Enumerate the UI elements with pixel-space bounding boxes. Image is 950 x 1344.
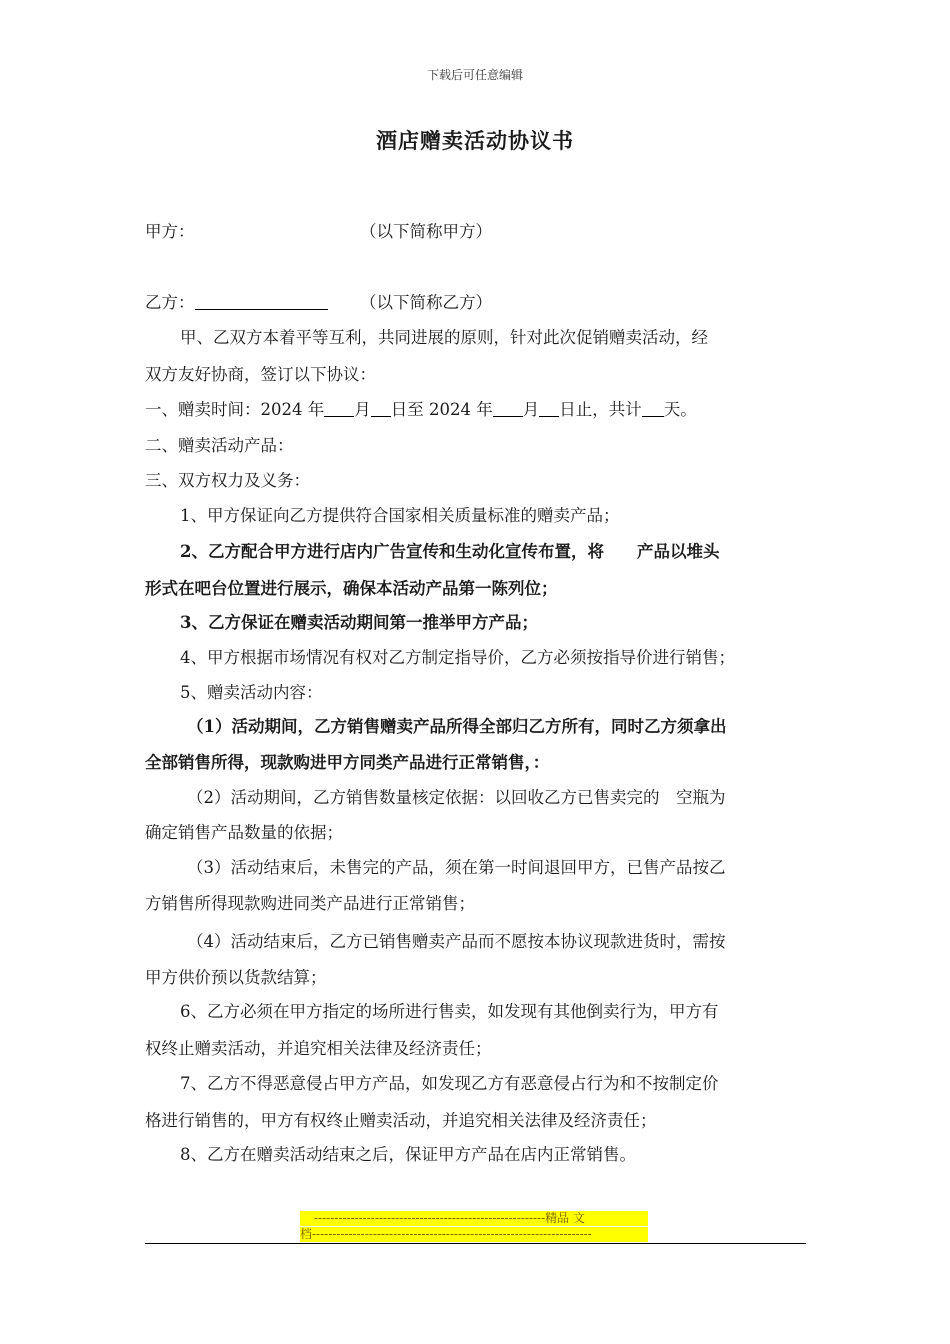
item-3: 3、乙方保证在赠卖活动期间第一推举甲方产品； — [180, 613, 538, 632]
sub-item-2-line-2: 确定销售产品数量的依据； — [145, 823, 343, 842]
party-a-label: 甲方： — [145, 222, 195, 241]
sub-item-1-line-2: 全部销售所得，现款购进甲方同类产品进行正常销售，： — [145, 753, 550, 772]
party-b-line — [145, 289, 328, 313]
footer-watermark-line-2: 档--------------------------------------------------------------------- — [300, 1227, 648, 1242]
item-7-line-1: 7、乙方不得恶意侵占甲方产品，如发现乙方有恶意侵占行为和不按制定价 — [180, 1074, 719, 1093]
item-2-line-2: 形式在吧台位置进行展示，确保本活动产品第一陈列位； — [145, 579, 558, 598]
item-2-line-1: 2、乙方配合甲方进行店内广告宣传和生动化宣传布置，将 产品以堆头 — [180, 542, 720, 561]
header-note: 下载后可任意编辑 — [426, 68, 523, 82]
section-3-heading: 三、双方权力及义务： — [145, 471, 310, 490]
footer-watermark-line-1: ---------------------------------------------------------精品 文 — [300, 1211, 648, 1226]
document-title: 酒店赠卖活动协议书 — [376, 128, 574, 153]
intro-line-2: 双方友好协商，签订以下协议： — [145, 365, 376, 384]
month-blank-1 — [324, 400, 354, 417]
footer-divider — [145, 1243, 806, 1244]
item-6-line-2: 权终止赠卖活动，并追究相关法律及经济责任； — [145, 1039, 492, 1058]
party-b-blank — [195, 293, 328, 310]
section-2-heading: 二、赠卖活动产品： — [145, 436, 294, 455]
party-b-alias: （以下简称乙方） — [360, 293, 492, 312]
total-days-blank — [642, 400, 664, 417]
party-b-label: 乙方： — [145, 293, 195, 312]
sub-item-4-line-1: （4）活动结束后，乙方已销售赠卖产品而不愿按本协议现款进货时，需按 — [187, 932, 726, 951]
item-4: 4、甲方根据市场情况有权对乙方制定指导价，乙方必须按指导价进行销售； — [180, 648, 735, 667]
sub-item-4-line-2: 甲方供价预以货款结算； — [145, 968, 327, 987]
section-1-gift-period — [145, 396, 697, 420]
month-blank-2 — [493, 400, 523, 417]
section-1-month-2: 月 — [522, 400, 540, 419]
sub-item-2-line-1: （2）活动期间，乙方销售数量核定依据：以回收乙方已售卖完的 空瓶为 — [187, 788, 726, 807]
party-a-alias: （以下简称甲方） — [360, 222, 492, 241]
section-1-prefix: 一、赠卖时间：2024 年 — [145, 400, 325, 419]
section-1-month-1: 月 — [354, 400, 371, 419]
item-5: 5、赠卖活动内容： — [180, 683, 323, 702]
item-7-line-2: 格进行销售的，甲方有权终止赠卖活动，并追究相关法律及经济责任； — [145, 1111, 657, 1130]
section-1-suffix: 天。 — [663, 400, 697, 419]
item-1: 1、甲方保证向乙方提供符合国家相关质量标准的赠卖产品； — [180, 506, 620, 525]
sub-item-1-line-1: （1）活动期间，乙方销售赠卖产品所得全部归乙方所有，同时乙方须拿出 — [187, 717, 727, 736]
section-1-day-1: 日至 2024 年 — [390, 400, 493, 419]
sub-item-3-line-1: （3）活动结束后，未售完的产品，须在第一时间退回甲方，已售产品按乙 — [187, 858, 726, 877]
intro-line-1: 甲、乙双方本着平等互利，共同进展的原则，针对此次促销赠卖活动，经 — [180, 328, 708, 347]
item-8: 8、乙方在赠卖活动结束之后，保证甲方产品在店内正常销售。 — [180, 1145, 636, 1164]
section-1-day-2: 日止，共计 — [559, 400, 642, 419]
day-blank-1 — [371, 400, 391, 417]
item-6-line-1: 6、乙方必须在甲方指定的场所进行售卖，如发现有其他倒卖行为，甲方有 — [180, 1002, 719, 1021]
sub-item-3-line-2: 方销售所得现款购进同类产品进行正常销售； — [145, 894, 475, 913]
day-blank-2 — [539, 400, 559, 417]
